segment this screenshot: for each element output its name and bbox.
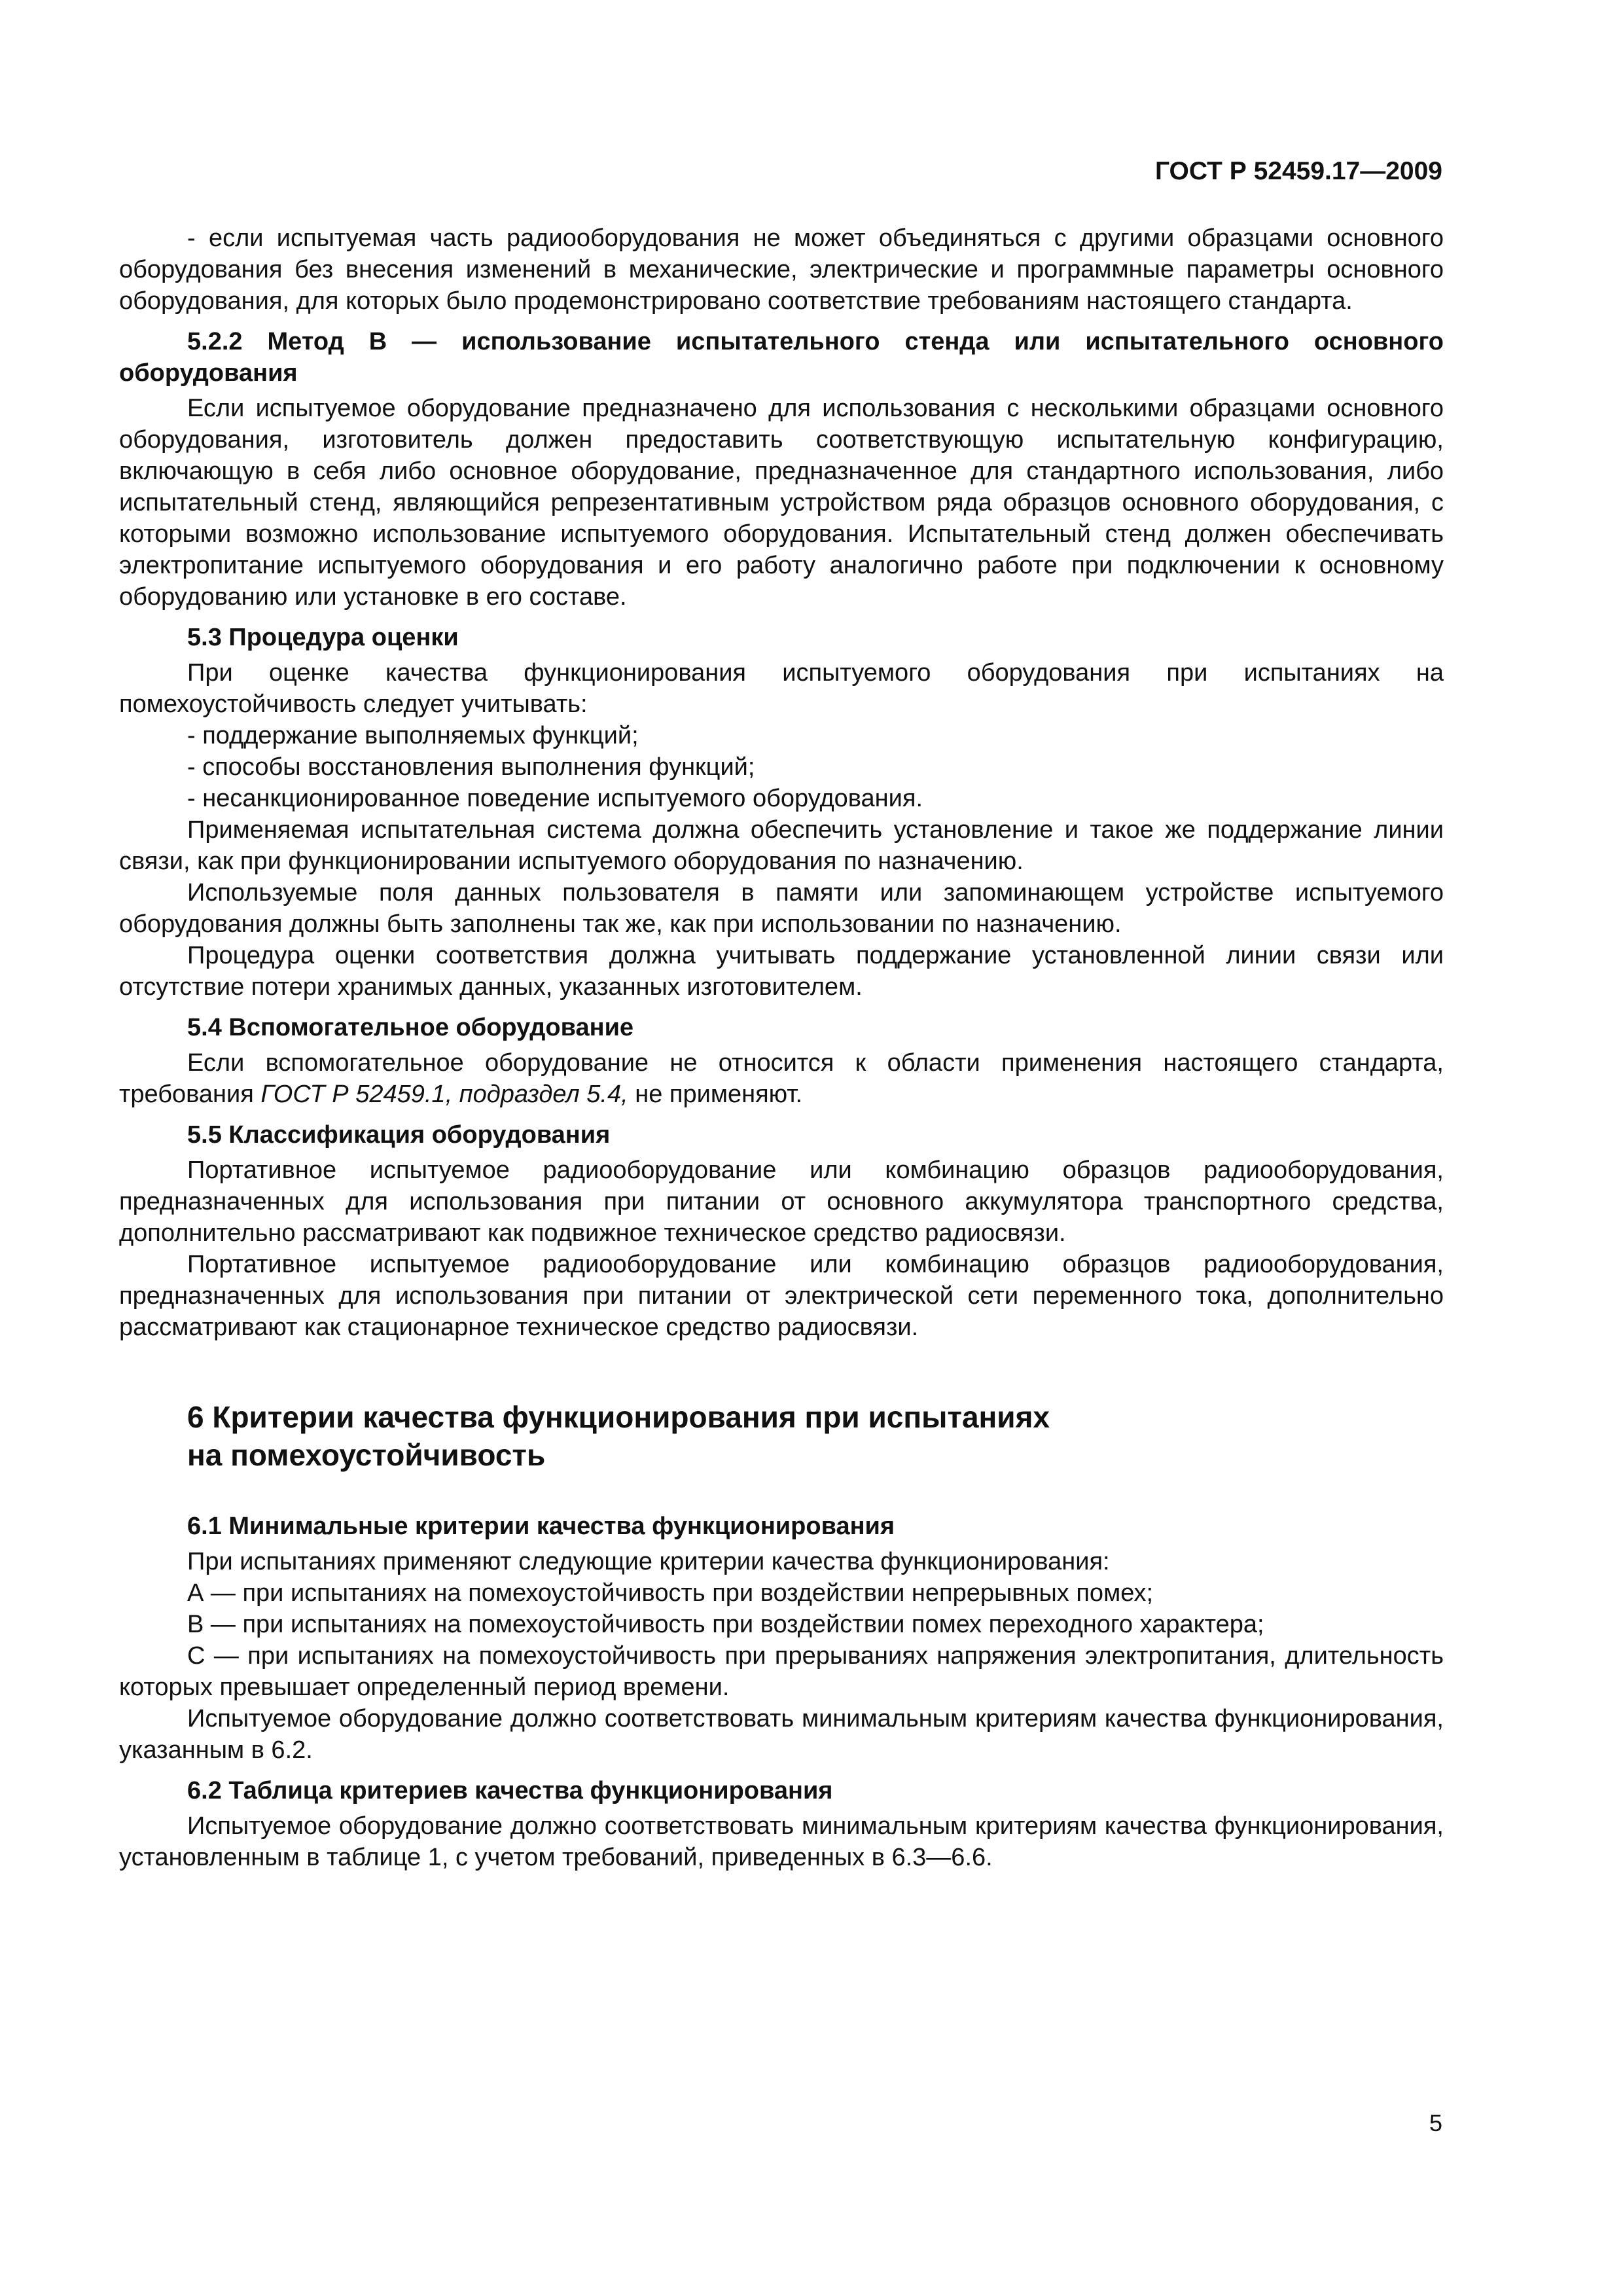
paragraph-5-3-3: Используемые поля данных пользователя в памяти или запоминающем устройстве испытуемого оборудования должны быть заполнены так же, как при использовании по назначению. [119, 879, 1444, 938]
paragraph-5-5-1: Портативное испытуемое радиооборудование или комбинацию образцов радиооборудования, предназначенных для использования при питании от основного аккумулятора транспортного средства, дополнительно рассматривают как подвижное техническое средство радиосвязи. [119, 1157, 1444, 1247]
page-number: 5 [1429, 2109, 1442, 2136]
heading-section-6-line1: 6 Критерии качества функционирования при испытаниях [187, 1400, 1050, 1434]
paragraph-6-2: Испытуемое оборудование должно соответствовать минимальным критериям качества функционирования, установленным в таблице 1, с учетом требований, приведенных в 6.3—6.6. [119, 1812, 1444, 1871]
paragraph-5-4-start: Если вспомогательное оборудование не относится к области применения настоящего стандарта, требования [119, 1049, 1444, 1108]
paragraph-5-4 [119, 1047, 1444, 1110]
heading-6-1: 6.1 Минимальные критерии качества функционирования [187, 1513, 895, 1540]
criterion-a: А — при испытаниях на помехоустойчивость при воздействии непрерывных помех; [187, 1579, 1154, 1607]
paragraph-5-2-2: Если испытуемое оборудование предназначено для использования с несколькими образцами основного оборудования, изготовитель должен предоставить соответствующую испытательную конфигурацию, включающую в себя либо основное оборудование, предназначенное для стандартного использования, либо испытательный стенд, являющийся репрезентативным устройством ряда образцов основного оборудования, с которыми возможно использование испытуемого оборудования. Испытательный стенд должен обеспечивать электропитание испытуемого оборудования и его работу аналогично работе при подключении к основному оборудованию или установке в его составе. [119, 395, 1444, 611]
list-item-5-3-c: - несанкционированное поведение испытуемого оборудования. [187, 785, 923, 812]
paragraph-5-3-1: При оценке качества функционирования испытуемого оборудования при испытаниях на помехоустойчивость следует учитывать: [119, 659, 1444, 718]
intro-list-item: - если испытуемая часть радиооборудования не может объединяться с другими образцами основного оборудования без внесения изменений в механические, электрические и программные параметры основного оборудования, для которых было продемонстрировано соответствие требованиям настоящего стандарта. [119, 224, 1444, 315]
document-code: ГОСТ Р 52459.17—2009 [1154, 157, 1442, 185]
heading-5-5: 5.5 Классификация оборудования [187, 1121, 611, 1149]
heading-section-6 [119, 1398, 1300, 1474]
list-item-5-3-a: - поддержание выполняемых функций; [187, 722, 639, 749]
criterion-c: С — при испытаниях на помехоустойчивость при прерываниях напряжения электропитания, длительность которых превышает определенный период времени. [119, 1642, 1444, 1701]
heading-5-3: 5.3 Процедура оценки [187, 624, 459, 651]
criterion-b: В — при испытаниях на помехоустойчивость при воздействии помех переходного характера; [187, 1611, 1264, 1638]
heading-6-2: 6.2 Таблица критериев качества функционирования [187, 1777, 833, 1804]
list-item-5-3-b: - способы восстановления выполнения функций; [187, 753, 755, 781]
paragraph-5-5-2: Портативное испытуемое радиооборудование или комбинацию образцов радиооборудования, предназначенных для использования при питании от электрической сети переменного тока, дополнительно рассматривают как стационарное техническое средство радиосвязи. [119, 1251, 1444, 1341]
paragraph-6-1-1: При испытаниях применяют следующие критерии качества функционирования: [187, 1548, 1110, 1575]
paragraph-5-4-end: не применяют. [628, 1081, 803, 1108]
paragraph-5-3-2: Применяемая испытательная система должна обеспечить установление и такое же поддержание линии связи, как при функционировании испытуемого оборудования по назначению. [119, 816, 1444, 875]
heading-section-6-line2: на помехоустойчивость [187, 1438, 546, 1472]
standard-reference: ГОСТ Р 52459.1, подраздел 5.4, [260, 1081, 628, 1108]
paragraph-5-3-4: Процедура оценки соответствия должна учитывать поддержание установленной линии связи или отсутствие потери хранимых данных, указанных изготовителем. [119, 942, 1444, 1001]
paragraph-6-1-2: Испытуемое оборудование должно соответствовать минимальным критериям качества функционирования, указанным в 6.2. [119, 1705, 1444, 1764]
page-content [119, 223, 1444, 1873]
heading-5-2-2: 5.2.2 Метод В — использование испытательного стенда или испытательного основного оборудования [119, 328, 1444, 387]
heading-5-4: 5.4 Вспомогательное оборудование [187, 1014, 634, 1041]
